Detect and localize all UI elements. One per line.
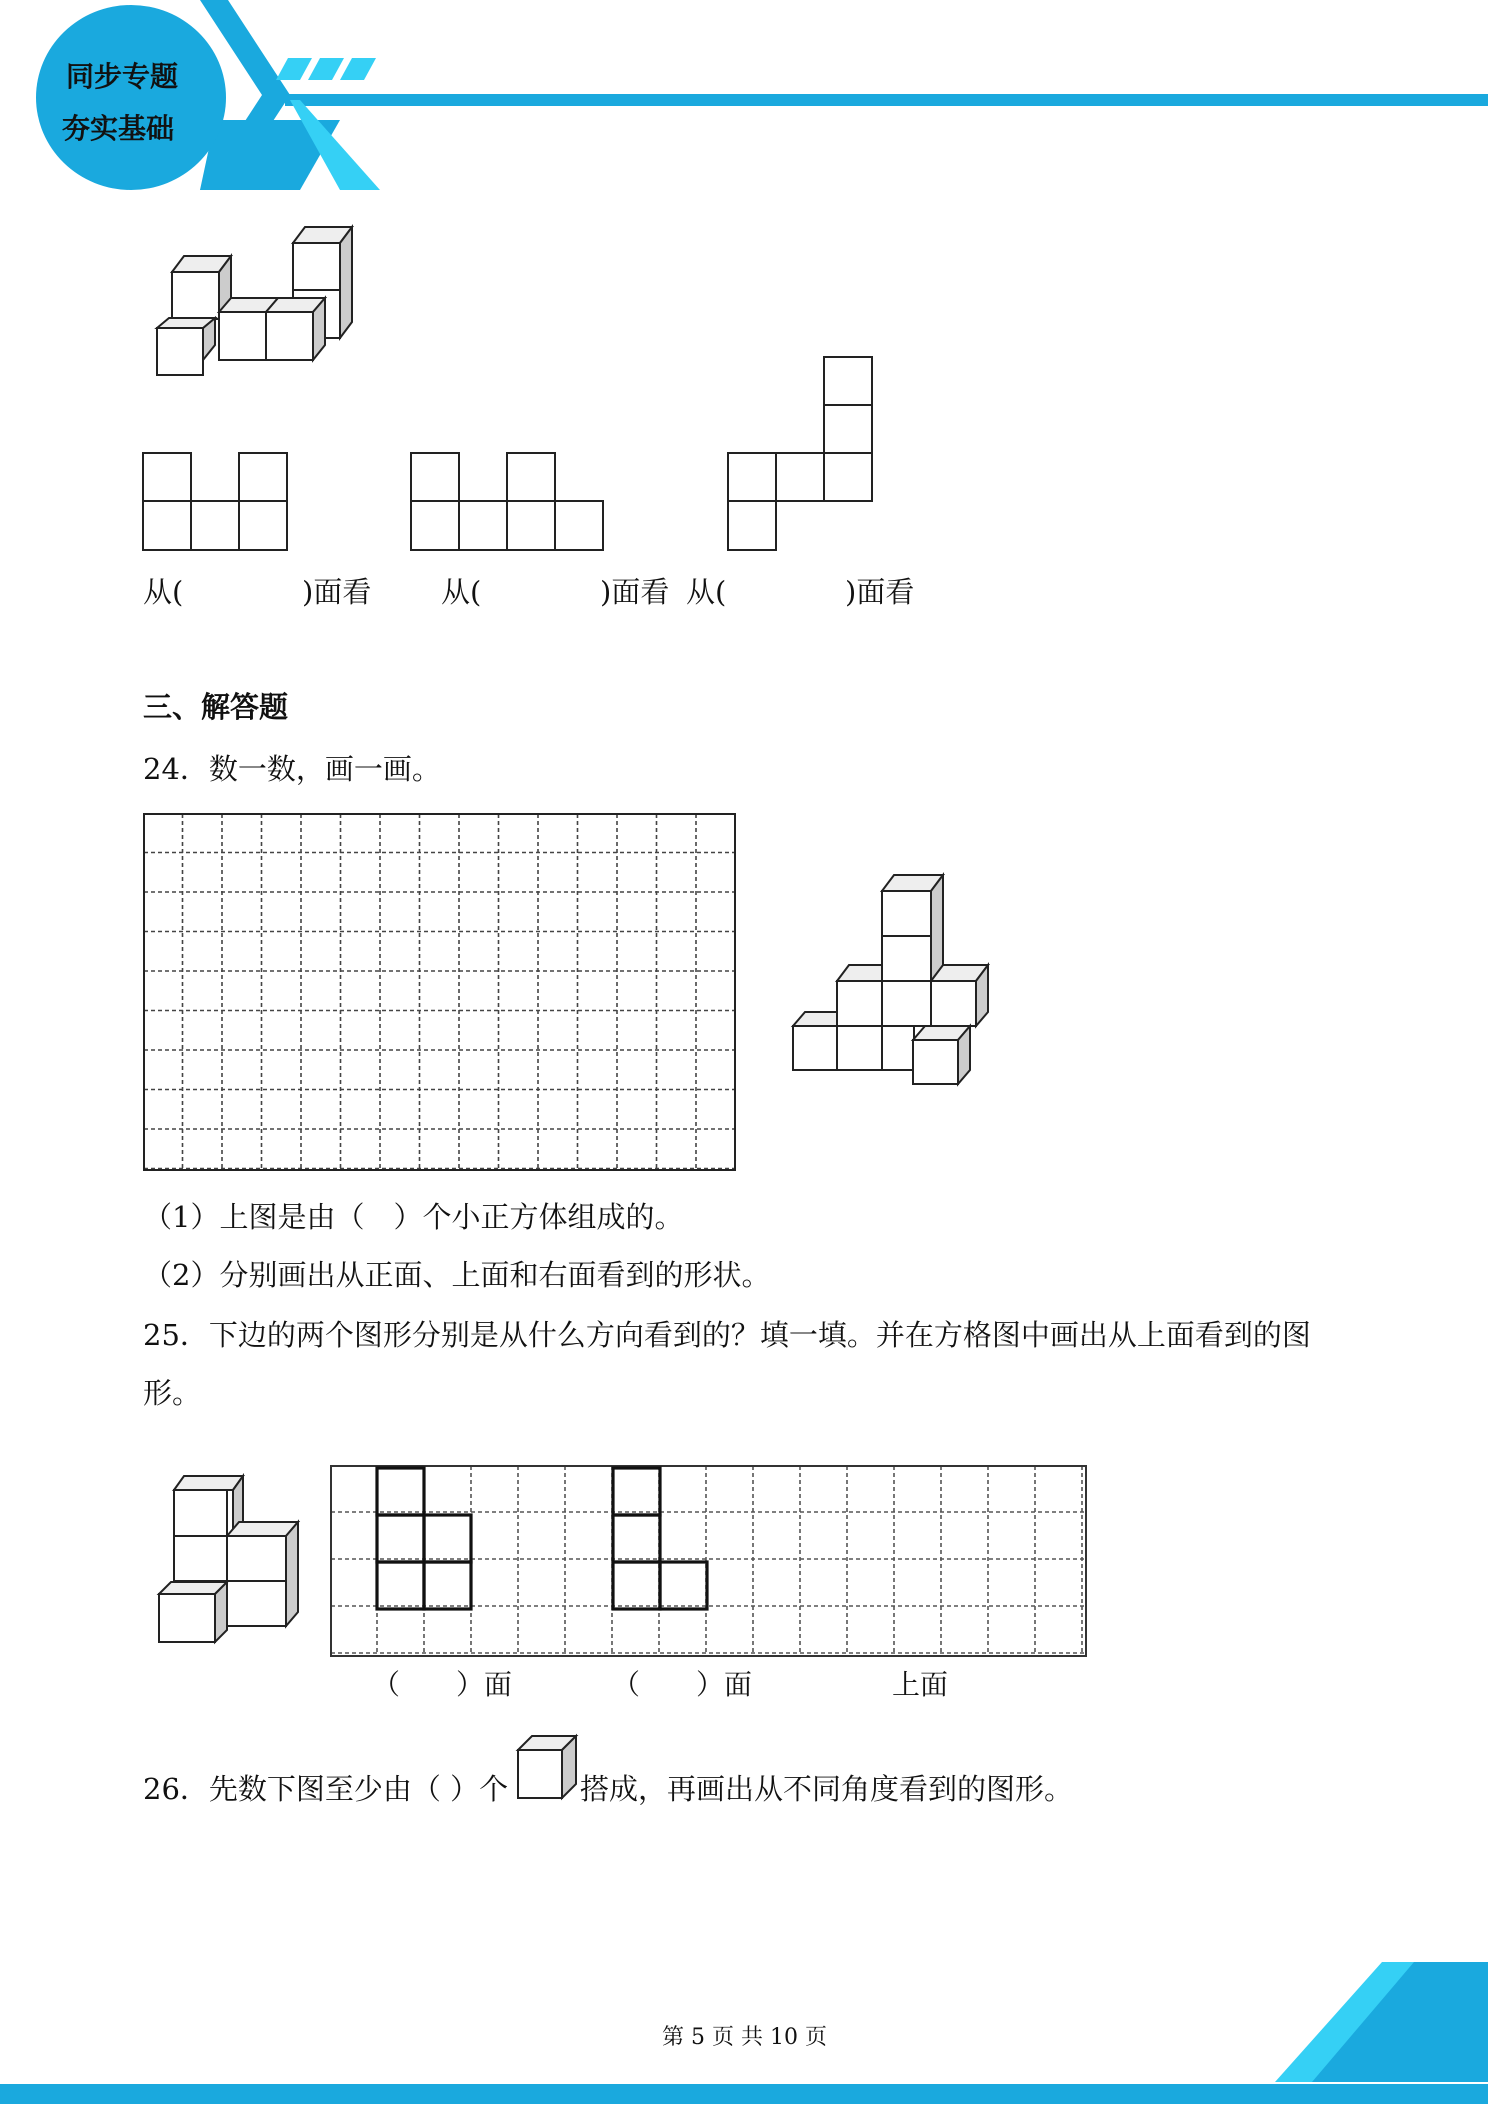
badge-line-1: 同步专题 [66,60,179,93]
q23-label-2-prefix: 从( [441,575,482,609]
q25-view-1 [377,1468,471,1609]
q23-cube-figure [150,220,410,390]
page-number: 第 5 页 共 10 页 [662,2025,827,2050]
q25-label-3: 上面 [892,1668,949,1701]
q24-sub2: （2）分别画出从正面、上面和右面看到的形状。 [143,1258,771,1292]
q25-cube-figure [155,1470,305,1640]
q23-label-3-suffix: )面看 [845,575,915,609]
q23-label-1-prefix: 从( [143,575,184,609]
q25-line1: 25．下边的两个图形分别是从什么方向看到的？填一填。并在方格图中画出从上面看到的图 [143,1318,1311,1352]
cube-icon [516,1734,578,1800]
header-badge [36,5,226,190]
q23-label-1-suffix: )面看 [302,575,372,609]
footer-decoration [0,1834,1488,2104]
q24-grid [143,813,738,1173]
q24-title: 24．数一数，画一画。 [143,752,441,786]
q23-label-2-suffix: )面看 [600,575,670,609]
q24-sub1: （1）上图是由（ ）个小正方体组成的。 [143,1200,684,1234]
q25-view-2 [613,1468,707,1609]
q26-text-after: 搭成，再画出从不同角度看到的图形。 [580,1772,1074,1806]
q23-view-2 [410,450,620,560]
q25-grid [330,1465,1090,1660]
q25-label-1: （ ）面 [372,1668,513,1701]
q26-text-before: 26．先数下图至少由（ ）个 [143,1772,509,1806]
q24-cube-figure [790,870,1000,1100]
section-title: 三、解答题 [143,690,289,724]
q25-label-2: （ ）面 [612,1668,753,1701]
badge-line-2: 夯实基础 [62,112,175,145]
q25-line2: 形。 [143,1376,202,1410]
q23-label-3-prefix: 从( [686,575,727,609]
q23-view-3 [726,355,886,560]
q23-view-1 [142,450,302,560]
